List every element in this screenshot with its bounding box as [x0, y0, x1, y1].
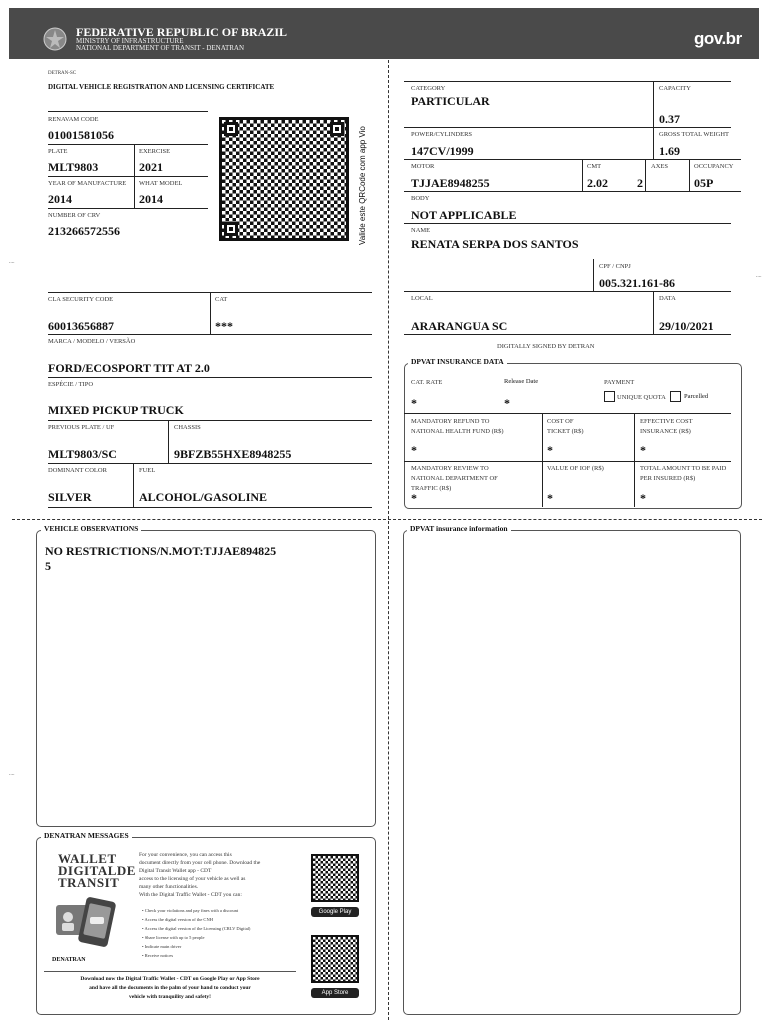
messages-title: DENATRAN MESSAGES — [41, 831, 132, 840]
divider — [653, 127, 654, 159]
google-play-badge[interactable]: Google Play — [311, 907, 359, 917]
qr-finder — [224, 222, 238, 236]
dpvat-info-box — [403, 530, 741, 1015]
local-label: LOCAL — [411, 295, 433, 302]
name-label: NAME — [411, 227, 431, 234]
wallet-line-2: DIGITALDE — [58, 863, 136, 878]
app-store-badge[interactable]: App Store — [311, 988, 359, 998]
cost-ticket-label-1: COST OF — [547, 418, 574, 425]
marca-value: FORD/ECOSPORT TIT AT 2.0 — [48, 361, 210, 375]
validation-qr-code[interactable] — [219, 117, 349, 241]
gross-weight-label: GROSS TOTAL WEIGHT — [659, 131, 730, 138]
total-value: * — [640, 491, 646, 505]
divider — [404, 127, 731, 128]
footer-line: Download now the Digital Traffic Wallet - CDT on Google Play or App Store — [80, 976, 260, 982]
release-value: * — [504, 396, 510, 410]
observations-line-2: 5 — [45, 559, 51, 573]
divider — [404, 191, 741, 192]
fuel-value: ALCOHOL/GASOLINE — [139, 490, 268, 504]
divider — [653, 81, 654, 127]
gross-weight-value: 1.69 — [659, 144, 680, 158]
divider — [653, 291, 654, 334]
category-label: CATEGORY — [411, 85, 446, 92]
divider — [404, 413, 731, 414]
cpf-value: 005.321.161-86 — [599, 276, 675, 290]
divider — [634, 461, 635, 507]
total-label-1: TOTAL AMOUNT TO BE PAID — [640, 465, 727, 472]
parcelled-checkbox[interactable] — [670, 391, 681, 402]
intro-line: For your convenience, you can access this — [139, 852, 232, 858]
capacity-label: CAPACITY — [659, 85, 691, 92]
denatran-label: DENATRAN — [52, 957, 86, 963]
capacity-value: 0.37 — [659, 112, 680, 126]
feature-text: Receive notices — [144, 953, 174, 958]
header-title: FEDERATIVE REPUBLIC OF BRAZIL — [76, 25, 288, 39]
feature-item: • Check your violations and pay fines with a discount — [142, 908, 239, 913]
cpf-label: CPF / CNPJ — [599, 263, 631, 270]
divider — [404, 334, 731, 335]
review-label-1: MANDATORY REVIEW TO — [411, 465, 489, 472]
fold-mark: .... — [9, 259, 15, 265]
feature-item: • Access the digital version of the CNH — [142, 917, 213, 922]
unique-quota-checkbox[interactable] — [604, 391, 615, 402]
intro-line: Digital Transit Wallet app - CDT — [139, 868, 212, 874]
divider — [404, 159, 741, 160]
payment-label: PAYMENT — [604, 379, 635, 386]
coat-of-arms-icon — [42, 26, 68, 52]
feature-item: • Receive notices — [142, 953, 174, 958]
govbr-logo: gov.br — [694, 29, 742, 48]
release-label: Release Date — [504, 378, 539, 385]
feature-item: • Access the digital version of the Licensing (CRLV Digital) — [142, 926, 251, 931]
intro-line: many other functionalities. — [139, 884, 199, 890]
divider — [48, 144, 208, 145]
effective-label-2: INSURANCE (R$) — [640, 428, 691, 435]
detran-label: DETRAN-SC — [48, 71, 77, 76]
feature-text: Access the digital version of the Licensing (CRLV Digital) — [144, 926, 251, 931]
feature-text: Share license with up to 5 people — [144, 935, 205, 940]
divider — [542, 461, 543, 507]
total-label-2: PER INSURED (R$) — [640, 475, 696, 482]
divider — [168, 420, 169, 463]
fuel-label: FUEL — [139, 467, 156, 474]
vertical-cut-line — [388, 60, 389, 1020]
fold-mark: .... — [756, 273, 762, 279]
observations-line-1: NO RESTRICTIONS/N.MOT:TJJAE894825 — [45, 544, 277, 558]
refund-label-1: MANDATORY REFUND TO — [411, 418, 490, 425]
refund-value: * — [411, 443, 417, 457]
feature-text: Indicate main driver — [144, 944, 182, 949]
chassis-value: 9BFZB55HXE8948255 — [174, 447, 292, 461]
chassis-label: CHASSIS — [174, 424, 201, 431]
feature-text: Check your violations and pay fines with a discount — [144, 908, 239, 913]
vehicle-observations-box — [36, 530, 376, 827]
category-value: PARTICULAR — [411, 94, 490, 108]
body-value: NOT APPLICABLE — [411, 208, 517, 222]
wallet-line-1: WALLET — [58, 851, 117, 866]
divider — [44, 971, 296, 972]
cmt-value: 2.02 — [587, 176, 608, 190]
google-play-qr-code[interactable] — [311, 854, 359, 902]
divider — [404, 291, 731, 292]
qr-caption: Valide este QRCode com app Vio — [358, 126, 367, 245]
review-label-3: TRAFFIC (R$) — [411, 485, 452, 492]
qr-finder — [330, 122, 344, 136]
exercise-value: 2021 — [139, 160, 163, 174]
intro-line: document directly from your cell phone. Download the — [139, 860, 261, 866]
cla-label: CLA SECURITY CODE — [48, 296, 114, 303]
divider — [404, 461, 731, 462]
power-label: POWER/CYLINDERS — [411, 131, 473, 138]
date-value: 29/10/2021 — [659, 319, 714, 333]
what-model-value: 2014 — [139, 192, 163, 206]
header-department: NATIONAL DEPARTMENT OF TRANSIT - DENATRAN — [76, 44, 245, 52]
especie-value: MIXED PICKUP TRUCK — [48, 403, 184, 417]
divider — [404, 81, 731, 82]
footer-line: and have all the documents in the palm of your hand to conduct your — [89, 985, 251, 991]
owner-name-value: RENATA SERPA DOS SANTOS — [411, 237, 579, 251]
divider — [210, 292, 211, 334]
wallet-app-illustration-icon — [56, 893, 126, 949]
messages-footer — [44, 975, 296, 1002]
dpvat-info-title: DPVAT insurance information — [407, 524, 511, 533]
fold-mark: .... — [9, 771, 15, 777]
prev-plate-value: MLT9803/SC — [48, 447, 117, 461]
features-list — [142, 906, 292, 960]
effective-label-1: EFFECTIVE COST — [640, 418, 693, 425]
dpvat-insurance-box — [404, 363, 742, 509]
cat-value: *** — [215, 319, 233, 333]
dpvat-title: DPVAT INSURANCE DATA — [408, 357, 507, 366]
observations-title: VEHICLE OBSERVATIONS — [41, 524, 141, 533]
footer-line: vehicle with tranquility and safety! — [129, 994, 211, 1000]
feature-text: Access the digital version of the CNH — [144, 917, 213, 922]
power-value: 147CV/1999 — [411, 144, 474, 158]
crv-label: NUMBER OF CRV — [48, 212, 101, 219]
review-label-2: NATIONAL DEPARTMENT OF — [411, 475, 498, 482]
intro-line: access to the licensing of your vehicle as well as — [139, 876, 246, 882]
intro-line: With the Digital Traffic Wallet - CDT you can: — [139, 892, 242, 898]
renavam-label: RENAVAM CODE — [48, 116, 99, 123]
year-manufacture-value: 2014 — [48, 192, 72, 206]
divider — [48, 208, 208, 209]
divider — [689, 159, 690, 191]
iof-value: * — [547, 491, 553, 505]
date-label: DATA — [659, 295, 676, 302]
renavam-value: 01001581056 — [48, 128, 114, 142]
color-value: SILVER — [48, 490, 92, 504]
divider — [48, 111, 208, 112]
feature-item: • Indicate main driver — [142, 944, 182, 949]
cla-value: 60013656887 — [48, 319, 114, 333]
axes-label: AXES — [651, 163, 668, 170]
year-manufacture-label: YEAR OF MANUFACTURE — [48, 180, 127, 187]
divider — [133, 463, 134, 507]
document-title: DIGITAL VEHICLE REGISTRATION AND LICENSING CERTIFICATE — [48, 83, 275, 91]
cat-rate-label: CAT. RATE — [411, 379, 443, 386]
divider — [645, 159, 646, 191]
divider — [634, 413, 635, 461]
cost-ticket-label-2: TICKET (R$) — [547, 428, 584, 435]
divider — [48, 176, 208, 177]
divider — [542, 413, 543, 461]
prev-plate-label: PREVIOUS PLATE / UF — [48, 424, 115, 431]
motor-label: MOTOR — [411, 163, 435, 170]
unique-quota-label: UNIQUE QUOTA — [617, 394, 666, 401]
divider — [582, 159, 583, 191]
especie-label: ESPÉCIE / TIPO — [48, 381, 94, 388]
divider — [134, 144, 135, 176]
refund-label-2: NATIONAL HEALTH FUND (R$) — [411, 428, 504, 435]
plate-label: PLATE — [48, 148, 68, 155]
effective-value: * — [640, 443, 646, 457]
occupancy-value: 05P — [694, 176, 714, 190]
header-ministry: MINISTRY OF INFRASTRUCTURE — [76, 37, 184, 45]
marca-label: MARCA / MODELO / VERSÃO — [48, 338, 136, 345]
divider — [48, 507, 372, 508]
local-value: ARARANGUA SC — [411, 319, 508, 333]
parcelled-label: Parcelled — [684, 393, 709, 400]
crv-value: 213266572556 — [48, 224, 120, 238]
plate-value: MLT9803 — [48, 160, 99, 174]
occupancy-label: OCCUPANCY — [694, 163, 734, 170]
what-model-label: WHAT MODEL — [139, 180, 183, 187]
review-value: * — [411, 491, 417, 505]
app-store-qr-code[interactable] — [311, 935, 359, 983]
divider — [134, 176, 135, 208]
wallet-line-3: TRANSIT — [58, 875, 120, 890]
qr-finder — [224, 122, 238, 136]
divider — [404, 223, 731, 224]
cat-rate-value: * — [411, 396, 417, 410]
exercise-label: EXERCISE — [139, 148, 171, 155]
axes-value: 2 — [637, 176, 643, 190]
motor-value: TJJAE8948255 — [411, 176, 490, 190]
cat-label: CAT — [215, 296, 228, 303]
cost-ticket-value: * — [547, 443, 553, 457]
cmt-label: CMT — [587, 163, 602, 170]
feature-item: • Share license with up to 5 people — [142, 935, 205, 940]
divider — [593, 259, 594, 291]
divider — [48, 334, 372, 335]
color-label: DOMINANT COLOR — [48, 467, 107, 474]
signed-note: DIGITALLY SIGNED BY DETRAN — [497, 343, 595, 350]
messages-intro — [139, 851, 263, 899]
horizontal-cut-line — [12, 519, 762, 520]
body-label: BODY — [411, 195, 430, 202]
divider — [48, 463, 372, 464]
divider — [48, 420, 372, 421]
iof-label: VALUE OF IOF (R$) — [547, 465, 604, 472]
divider — [48, 377, 372, 378]
